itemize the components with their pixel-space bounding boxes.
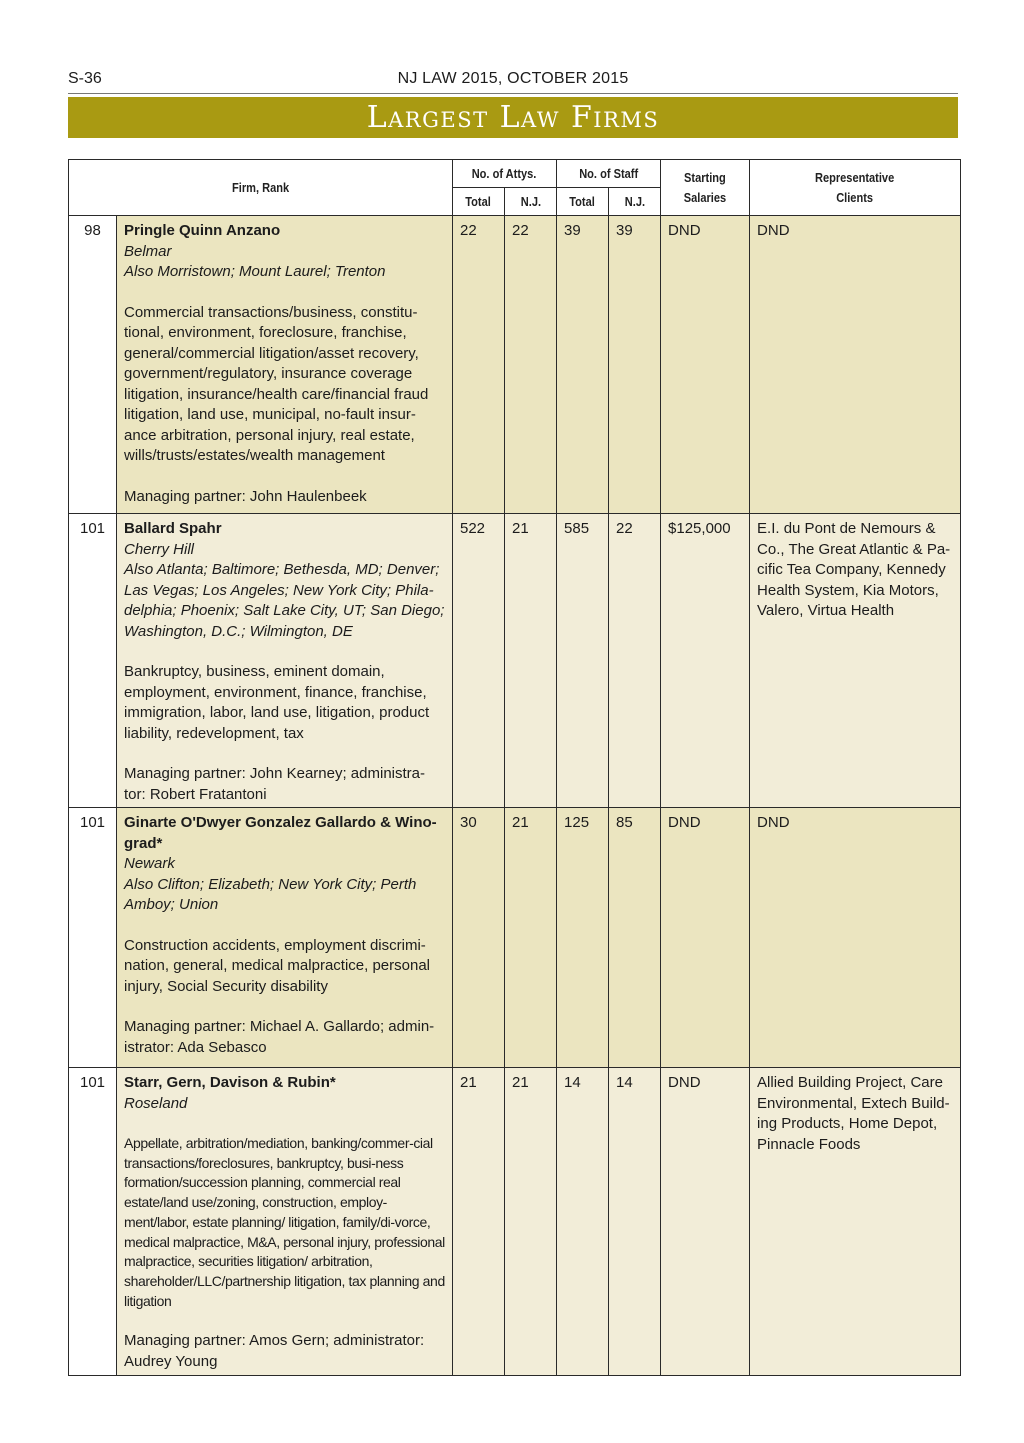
header-attys-total: Total — [453, 188, 505, 216]
firm-managing-partner: Managing partner: John Kearney; administra-tor: Robert Fratantoni — [124, 765, 425, 803]
header-staff-total: Total — [557, 188, 609, 216]
attys-total: 30 — [453, 808, 505, 1068]
starting-salary: $125,000 — [661, 514, 750, 808]
header-attys: No. of Attys. — [453, 160, 557, 188]
firm-rank: 101 — [69, 514, 117, 808]
staff-nj: 14 — [609, 1068, 661, 1376]
attys-total: 22 — [453, 216, 505, 514]
firm-name: Ballard Spahr — [124, 520, 222, 537]
attys-total: 522 — [453, 514, 505, 808]
publication-line: NJ LAW 2015, OCTOBER 2015 — [397, 70, 629, 87]
firm-name: Pringle Quinn Anzano — [124, 222, 281, 239]
table-row — [69, 808, 961, 1068]
firm-specialties: Appellate, arbitration/mediation, banking/commer-cial transactions/foreclosures, bankruptcy, busi-ness formation/succession planning, commercial real estate/land use/zoning, construction, employ-ment/labor, estate planning/ litigation, family/di-vorce, medical malpractice, M&A, personal injury, professional malpractice, securities litigation/ arbitration, shareholder/LLC/partnership litigation, tax planning and litigation — [124, 1135, 445, 1309]
staff-nj: 22 — [609, 514, 661, 808]
firm-city: Cherry Hill — [124, 540, 195, 558]
law-firms-table — [68, 159, 961, 1376]
firm-managing-partner: Managing partner: Amos Gern; administrator: Audrey Young — [124, 1332, 425, 1370]
attys-nj: 21 — [505, 514, 557, 808]
attys-total: 21 — [453, 1068, 505, 1376]
representative-clients: Allied Building Project, Care Environmental, Extech Build-ing Products, Home Depot, Pinnacle Foods — [750, 1068, 961, 1376]
section-title-banner: Largest Law Firms — [68, 97, 958, 138]
table-row — [69, 216, 961, 514]
firm-cell — [117, 1068, 453, 1376]
header-staff: No. of Staff — [557, 160, 661, 188]
firm-city: Belmar — [124, 242, 172, 260]
starting-salary: DND — [661, 1068, 750, 1376]
firm-other-offices: Also Morristown; Mount Laurel; Trenton — [124, 263, 386, 280]
firm-other-offices: Also Clifton; Elizabeth; New York City; Perth Amboy; Union — [124, 875, 417, 913]
firm-specialties: Bankruptcy, business, eminent domain, employment, environment, finance, franchise, immigration, labor, land use, litigation, product liability, redevelopment, tax — [124, 663, 430, 742]
firm-cell — [117, 808, 453, 1068]
firm-city: Roseland — [124, 1094, 188, 1112]
staff-total: 14 — [557, 1068, 609, 1376]
header-rule — [68, 93, 958, 94]
firm-managing-partner: Managing partner: John Haulenbeek — [124, 487, 367, 505]
header-staff-nj: N.J. — [609, 188, 661, 216]
starting-salary: DND — [661, 216, 750, 514]
firm-cell — [117, 514, 453, 808]
attys-nj: 21 — [505, 808, 557, 1068]
firm-name: Starr, Gern, Davison & Rubin* — [124, 1074, 336, 1091]
header-representative-clients: Representative Clients — [750, 160, 961, 216]
firm-managing-partner: Managing partner: Michael A. Gallardo; admin-istrator: Ada Sebasco — [124, 1018, 435, 1056]
firm-other-offices: Also Atlanta; Baltimore; Bethesda, MD; Denver; Las Vegas; Los Angeles; New York City; Phila-delphia; Phoenix; Salt Lake City, UT; San Diego; Washington, D.C.; Wilmington, DE — [124, 561, 445, 640]
firm-rank: 98 — [69, 216, 117, 514]
header-attys-nj: N.J. — [505, 188, 557, 216]
table-row — [69, 514, 961, 808]
staff-total: 39 — [557, 216, 609, 514]
representative-clients: E.I. du Pont de Nemours & Co., The Great Atlantic & Pa-cific Tea Company, Kennedy Health System, Kia Motors, Valero, Virtua Health — [750, 514, 961, 808]
staff-total: 125 — [557, 808, 609, 1068]
representative-clients: DND — [750, 216, 961, 514]
staff-nj: 39 — [609, 216, 661, 514]
firm-name: Ginarte O'Dwyer Gonzalez Gallardo & Wino-grad* — [124, 814, 437, 852]
staff-total: 585 — [557, 514, 609, 808]
staff-nj: 85 — [609, 808, 661, 1068]
firm-cell — [117, 216, 453, 514]
table-row — [69, 1068, 961, 1376]
header-starting-salaries: Starting Salaries — [661, 160, 750, 216]
representative-clients: DND — [750, 808, 961, 1068]
page-number: S-36 — [68, 70, 102, 87]
firm-rank: 101 — [69, 808, 117, 1068]
attys-nj: 22 — [505, 216, 557, 514]
starting-salary: DND — [661, 808, 750, 1068]
header-firm-rank: Firm, Rank — [69, 160, 453, 216]
page-header — [68, 70, 958, 92]
firm-specialties: Construction accidents, employment discrimi-nation, general, medical malpractice, personal injury, Social Security disability — [124, 936, 430, 995]
firm-rank: 101 — [69, 1068, 117, 1376]
attys-nj: 21 — [505, 1068, 557, 1376]
firm-city: Newark — [124, 855, 175, 872]
firm-specialties: Commercial transactions/business, constitu-tional, environment, foreclosure, franchise, general/commercial litigation/asset recovery, government/regulatory, insurance coverage litigation, insurance/health care/financial fraud litigation, land use, municipal, no-fault insur-ance arbitration, personal injury, real estate, wills/trusts/estates/wealth management — [124, 303, 429, 464]
